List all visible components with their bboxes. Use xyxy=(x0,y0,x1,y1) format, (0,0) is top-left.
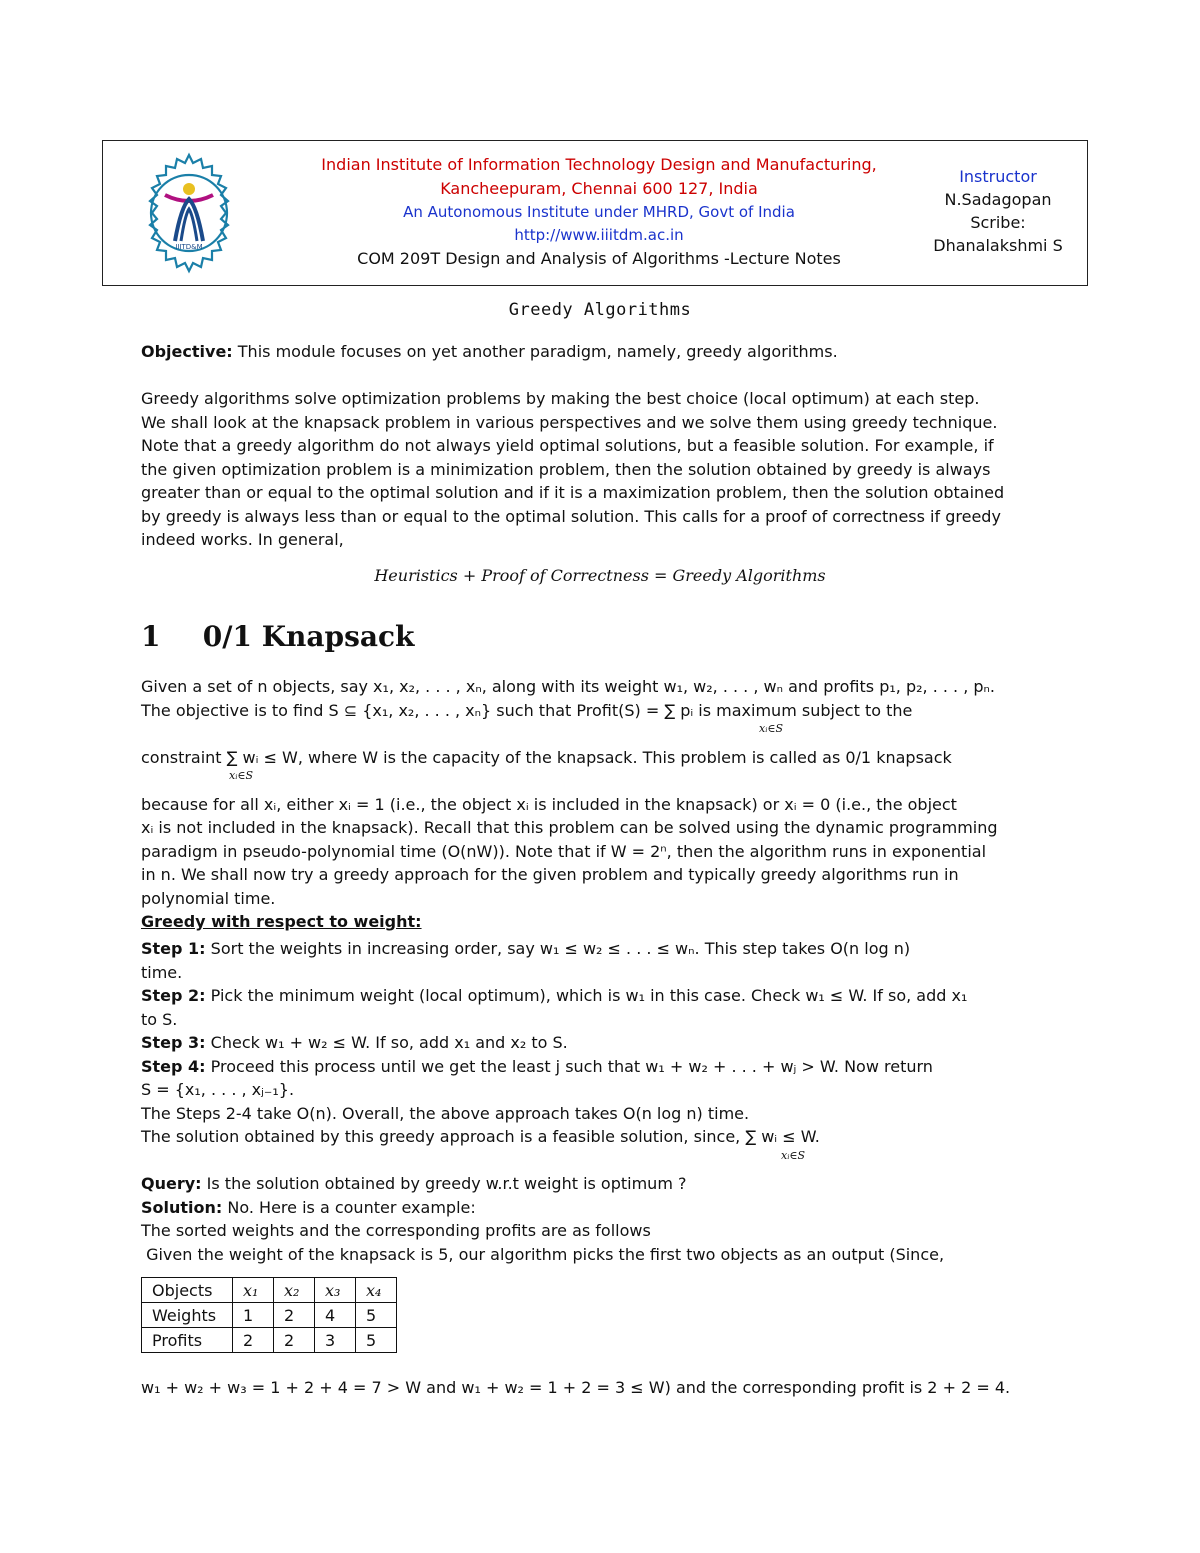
step-text: Check w₁ + w₂ ≤ W. If so, add x₁ and x₂ to S. xyxy=(210,1033,568,1052)
intro-line: Greedy algorithms solve optimization problems by making the best choice (local optimum) at each step. xyxy=(141,389,980,408)
greedy-weight-heading: Greedy with respect to weight: xyxy=(141,912,422,931)
counter-example-table xyxy=(141,1277,397,1353)
table-row xyxy=(142,1303,397,1328)
institute-address: Kancheepuram, Chennai 600 127, India xyxy=(440,179,758,198)
table-cell: 4 xyxy=(315,1303,356,1328)
knapsack-line: Given a set of n objects, say x₁, x₂, . . . , xₙ, along with its weight w₁, w₂, . . . , wₙ and profits p₁, p₂, . . . , pₙ. xyxy=(141,677,995,696)
knapsack-line: paradigm in pseudo-polynomial time (O(nW)). Note that if W = 2ⁿ, then the algorithm runs in exponential xyxy=(141,841,987,861)
instructor-name: N.Sadagopan xyxy=(944,190,1052,209)
sum-subscript-row xyxy=(141,769,1059,793)
table-cell: x₂ xyxy=(274,1278,315,1303)
final-line: w₁ + w₂ + w₃ = 1 + 2 + 4 = 7 > W and w₁ + w₂ = 1 + 2 = 3 ≤ W) and the corresponding profit is 2 + 2 = 4. xyxy=(141,1378,1011,1397)
instructor-block xyxy=(923,165,1073,257)
table-cell: x₄ xyxy=(356,1278,397,1303)
knapsack-paragraph xyxy=(141,675,1059,934)
step-label: Step 4: xyxy=(141,1056,206,1076)
table-cell: 2 xyxy=(233,1328,274,1353)
knapsack-line: xᵢ is not included in the knapsack). Recall that this problem can be solved using the dynamic programming xyxy=(141,818,998,837)
table-cell: 3 xyxy=(315,1328,356,1353)
query-label: Query: xyxy=(141,1174,202,1193)
table-cell: 2 xyxy=(274,1328,315,1353)
table-cell: 5 xyxy=(356,1328,397,1353)
table-cell: Profits xyxy=(142,1328,233,1353)
table-cell: Weights xyxy=(142,1303,233,1328)
intro-line: the given optimization problem is a minimization problem, then the solution obtained by greedy is always xyxy=(141,459,991,479)
step-text: Pick the minimum weight (local optimum), which is w₁ in this case. Check w₁ ≤ W. If so, add x₁ xyxy=(210,986,968,1005)
step-2 xyxy=(141,984,1059,1008)
query-text: Is the solution obtained by greedy w.r.t weight is optimum ? xyxy=(206,1174,687,1193)
table-header-row xyxy=(142,1278,397,1303)
intro-line: We shall look at the knapsack problem in various perspectives and we solve them using greedy technique. xyxy=(141,412,998,432)
given-line: Given the weight of the knapsack is 5, our algorithm picks the first two objects as an output (Since, xyxy=(141,1244,945,1264)
table-cell: x₃ xyxy=(315,1278,356,1303)
sorted-line: The sorted weights and the corresponding profits are as follows xyxy=(141,1221,651,1240)
intro-paragraph xyxy=(141,387,1059,552)
autonomous-line: An Autonomous Institute under MHRD, Govt of India xyxy=(403,203,795,221)
step-text: Sort the weights in increasing order, say w₁ ≤ w₂ ≤ . . . ≤ wₙ. This step takes O(n log n) xyxy=(210,939,911,958)
intro-line: greater than or equal to the optimal solution and if it is a maximization problem, then the solution obtained xyxy=(141,483,1005,502)
step-label: Step 2: xyxy=(141,986,206,1005)
section-title: 0/1 Knapsack xyxy=(202,620,415,653)
solution-line xyxy=(141,1196,1059,1220)
after-steps-line: The solution obtained by this greedy approach is a feasible solution, since, ∑ wᵢ ≤ W. xyxy=(141,1127,820,1146)
institute-url[interactable]: http://www.iiitdm.ac.in xyxy=(514,226,684,244)
intro-line: Note that a greedy algorithm do not always yield optimal solutions, but a feasible solution. For example, if xyxy=(141,436,994,455)
objective-label: Objective: xyxy=(141,342,233,361)
section-heading xyxy=(141,620,414,653)
course-title: COM 209T Design and Analysis of Algorithms -Lecture Notes xyxy=(357,249,841,268)
document-title: Greedy Algorithms xyxy=(508,300,692,320)
step-1 xyxy=(141,937,1059,961)
institute-block xyxy=(283,153,915,271)
institute-name: Indian Institute of Information Technology Design and Manufacturing, xyxy=(321,155,877,174)
knapsack-line: polynomial time. xyxy=(141,888,276,908)
step-cont: to S. xyxy=(141,1009,178,1029)
step-text: Proceed this process until we get the least j such that w₁ + w₂ + . . . + wⱼ > W. Now return xyxy=(210,1056,933,1076)
institute-logo xyxy=(125,149,253,277)
table-cell: 2 xyxy=(274,1303,315,1328)
steps-block xyxy=(141,937,1059,1266)
knapsack-line: because for all xᵢ, either xᵢ = 1 (i.e., the object xᵢ is included in the knapsack) or xᵢ = 0 (i.e., the object xyxy=(141,794,957,814)
objective-text: This module focuses on yet another paradigm, namely, greedy algorithms. xyxy=(237,342,838,361)
table-cell: 1 xyxy=(233,1303,274,1328)
solution-text: No. Here is a counter example: xyxy=(227,1197,476,1217)
step-label: Step 1: xyxy=(141,939,206,958)
knapsack-line: constraint ∑ wᵢ ≤ W, where W is the capacity of the knapsack. This problem is called as 0/1 knapsack xyxy=(141,747,952,767)
knapsack-line: The objective is to find S ⊆ {x₁, x₂, . . . , xₙ} such that Profit(S) = ∑ pᵢ is maximum subject to the xyxy=(141,700,913,720)
instructor-label: Instructor xyxy=(959,167,1037,186)
intro-line: indeed works. In general, xyxy=(141,530,344,549)
scribe-label: Scribe: xyxy=(970,213,1026,232)
intro-line: by greedy is always less than or equal to the optimal solution. This calls for a proof of correctness if greedy xyxy=(141,506,1001,526)
step-label: Step 3: xyxy=(141,1033,206,1052)
sum-subscript: xᵢ∈S xyxy=(759,722,784,735)
header-box xyxy=(102,140,1088,286)
knapsack-line: in n. We shall now try a greedy approach for the given problem and typically greedy algorithms run in xyxy=(141,865,959,884)
table-cell: Objects xyxy=(142,1278,233,1303)
step-3 xyxy=(141,1031,1059,1055)
svg-text:IIITD&M: IIITD&M xyxy=(175,243,203,251)
sum-subscript: xᵢ∈S xyxy=(229,769,254,782)
greedy-equation: Heuristics + Proof of Correctness = Greedy Algorithms xyxy=(374,566,826,585)
step-4 xyxy=(141,1055,1059,1079)
sum-subscript-row xyxy=(141,1149,1059,1173)
final-paragraph xyxy=(141,1376,1059,1400)
solution-label: Solution: xyxy=(141,1197,223,1217)
table-cell: 5 xyxy=(356,1303,397,1328)
sum-subscript-row xyxy=(141,722,1059,746)
step-cont: time. xyxy=(141,962,183,982)
section-number: 1 xyxy=(141,620,161,653)
table-row xyxy=(142,1328,397,1353)
step-cont: S = {x₁, . . . , xⱼ₋₁}. xyxy=(141,1080,295,1099)
sum-subscript: xᵢ∈S xyxy=(781,1148,806,1162)
query-line xyxy=(141,1172,1059,1196)
after-steps-line: The Steps 2-4 take O(n). Overall, the above approach takes O(n log n) time. xyxy=(141,1103,750,1123)
table-cell: x₁ xyxy=(233,1278,274,1303)
objective-paragraph xyxy=(141,340,1059,364)
scribe-name: Dhanalakshmi S xyxy=(933,236,1063,255)
